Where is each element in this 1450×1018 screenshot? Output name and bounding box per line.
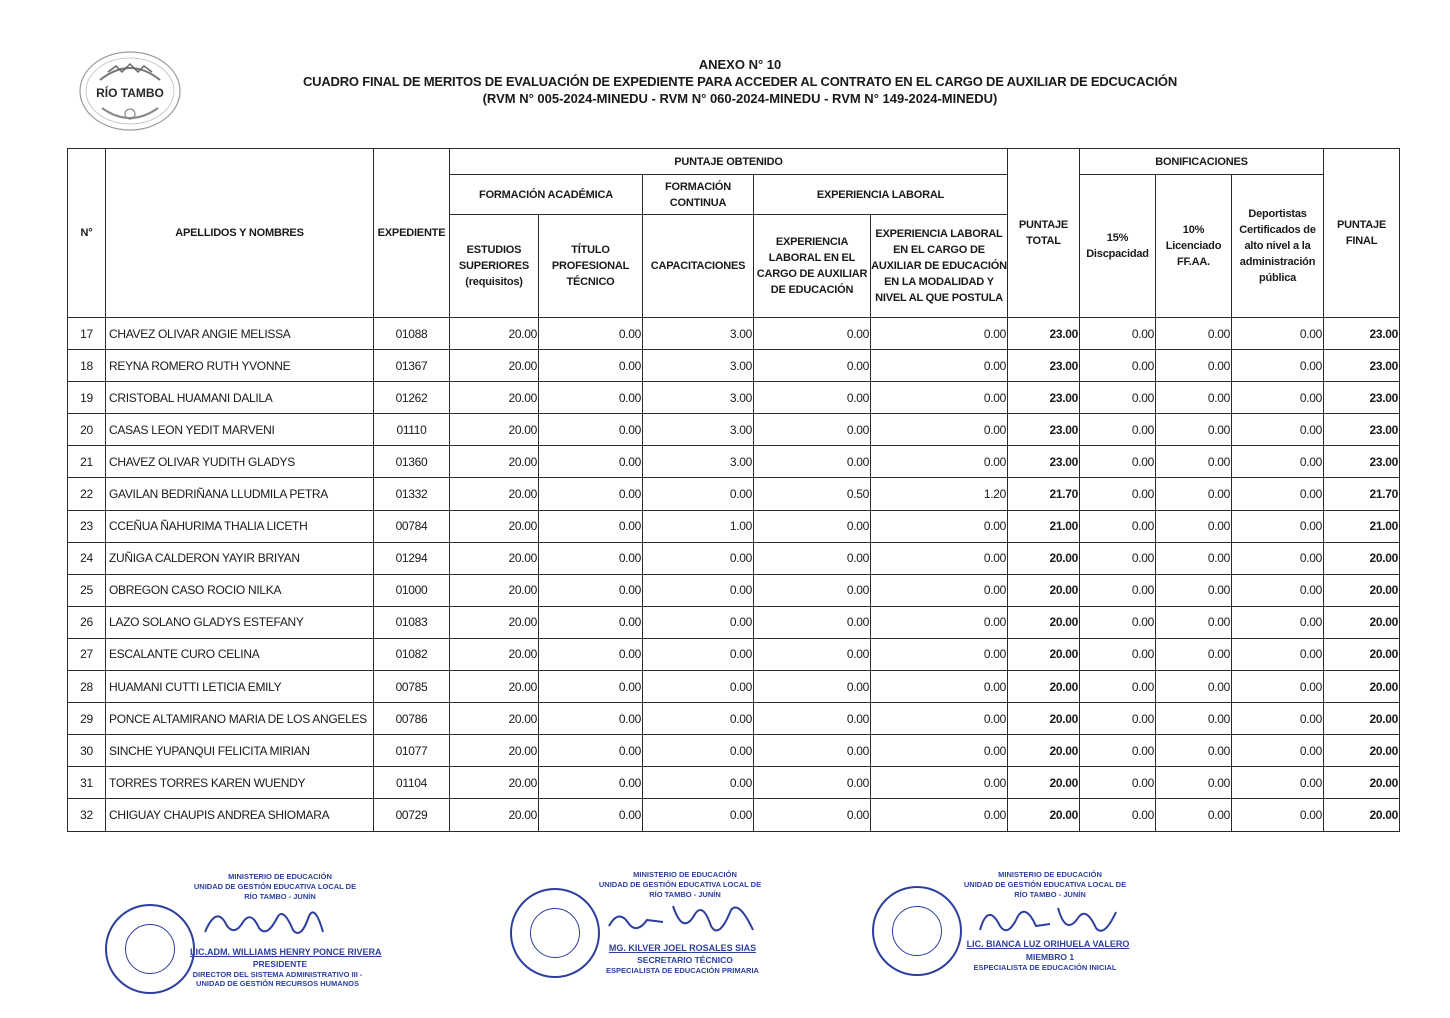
cell-exp-cargo: 0.00 xyxy=(754,735,871,767)
cell-name: SINCHE YUPANQUI FELICITA MIRIAN xyxy=(106,735,374,767)
cell-discapacidad: 0.00 xyxy=(1080,767,1156,799)
header-deportistas: Deportistas Certificados de alto nivel a la administración pública xyxy=(1232,175,1324,318)
sig1-role1: PRESIDENTE xyxy=(252,959,308,969)
cell-licenciado: 0.00 xyxy=(1156,799,1232,831)
cell-capacitaciones: 1.00 xyxy=(643,510,754,542)
round-seal-inner-3 xyxy=(892,906,942,956)
cell-exp-modalidad: 0.00 xyxy=(871,703,1008,735)
cell-licenciado: 0.00 xyxy=(1156,382,1232,414)
document-header xyxy=(240,56,1240,107)
cell-estudios: 20.00 xyxy=(450,606,539,638)
cell-capacitaciones: 0.00 xyxy=(643,606,754,638)
cell-expediente: 01262 xyxy=(374,382,450,414)
cell-discapacidad: 0.00 xyxy=(1080,510,1156,542)
sig2-org3: RÍO TAMBO - JUNÍN xyxy=(649,890,721,899)
cell-discapacidad: 0.00 xyxy=(1080,638,1156,670)
cell-licenciado: 0.00 xyxy=(1156,735,1232,767)
cell-puntaje-final: 20.00 xyxy=(1324,671,1400,703)
cell-capacitaciones: 0.00 xyxy=(643,542,754,574)
header-capacitaciones: CAPACITACIONES xyxy=(643,215,754,318)
cell-deportistas: 0.00 xyxy=(1232,382,1324,414)
table-row xyxy=(68,574,1400,606)
cell-estudios: 20.00 xyxy=(450,510,539,542)
cell-expediente: 01294 xyxy=(374,542,450,574)
cell-puntaje-total: 21.70 xyxy=(1008,478,1080,510)
cell-capacitaciones: 0.00 xyxy=(643,574,754,606)
cell-deportistas: 0.00 xyxy=(1232,574,1324,606)
cell-n: 23 xyxy=(68,510,106,542)
sig1-org1: MINISTERIO DE EDUCACIÓN xyxy=(228,872,332,881)
cell-name: GAVILAN BEDRIÑANA LLUDMILA PETRA xyxy=(106,478,374,510)
cell-exp-modalidad: 0.00 xyxy=(871,382,1008,414)
cell-name: PONCE ALTAMIRANO MARIA DE LOS ANGELES xyxy=(106,703,374,735)
signature-scribble-2 xyxy=(603,896,768,944)
cell-expediente: 01000 xyxy=(374,574,450,606)
cell-deportistas: 0.00 xyxy=(1232,510,1324,542)
cell-capacitaciones: 0.00 xyxy=(643,638,754,670)
logo-text: RÍO TAMBO xyxy=(96,86,164,100)
cell-licenciado: 0.00 xyxy=(1156,510,1232,542)
cell-puntaje-final: 23.00 xyxy=(1324,414,1400,446)
cell-estudios: 20.00 xyxy=(450,671,539,703)
table-row xyxy=(68,703,1400,735)
cell-licenciado: 0.00 xyxy=(1156,478,1232,510)
cell-capacitaciones: 0.00 xyxy=(643,478,754,510)
header-puntaje-obtenido: PUNTAJE OBTENIDO xyxy=(450,149,1008,175)
cell-puntaje-total: 20.00 xyxy=(1008,606,1080,638)
cell-expediente: 01367 xyxy=(374,350,450,382)
cell-puntaje-total: 23.00 xyxy=(1008,318,1080,350)
cell-titulo: 0.00 xyxy=(539,735,643,767)
document-title: CUADRO FINAL DE MERITOS DE EVALUACIÓN DE EXPEDIENTE PARA ACCEDER AL CONTRATO EN EL CARGO DE AUXILIAR DE EDCUCACIÓN xyxy=(302,74,1178,89)
cell-name: LAZO SOLANO GLADYS ESTEFANY xyxy=(106,606,374,638)
cell-puntaje-final: 20.00 xyxy=(1324,542,1400,574)
cell-capacitaciones: 3.00 xyxy=(643,382,754,414)
header-exp-modalidad: EXPERIENCIA LABORAL EN EL CARGO DE AUXILIAR DE EDUCACIÓN EN LA MODALIDAD Y NIVEL AL QUE POSTULA xyxy=(871,215,1008,318)
header-n: N° xyxy=(68,149,106,318)
sig1-role3: UNIDAD DE GESTIÓN RECURSOS HUMANOS xyxy=(196,979,359,988)
cell-deportistas: 0.00 xyxy=(1232,735,1324,767)
cell-puntaje-total: 20.00 xyxy=(1008,671,1080,703)
table-row xyxy=(68,510,1400,542)
cell-titulo: 0.00 xyxy=(539,478,643,510)
cell-licenciado: 0.00 xyxy=(1156,318,1232,350)
cell-n: 19 xyxy=(68,382,106,414)
cell-estudios: 20.00 xyxy=(450,350,539,382)
cell-licenciado: 0.00 xyxy=(1156,574,1232,606)
cell-puntaje-final: 21.70 xyxy=(1324,478,1400,510)
table-row xyxy=(68,414,1400,446)
cell-discapacidad: 0.00 xyxy=(1080,735,1156,767)
header-titulo: TÍTULO PROFESIONAL TÉCNICO xyxy=(539,215,643,318)
table-row xyxy=(68,799,1400,831)
cell-name: CCEÑUA ÑAHURIMA THALIA LICETH xyxy=(106,510,374,542)
cell-estudios: 20.00 xyxy=(450,318,539,350)
cell-discapacidad: 0.00 xyxy=(1080,606,1156,638)
cell-puntaje-final: 20.00 xyxy=(1324,606,1400,638)
cell-capacitaciones: 0.00 xyxy=(643,735,754,767)
cell-puntaje-total: 23.00 xyxy=(1008,350,1080,382)
cell-name: CASAS LEON YEDIT MARVENI xyxy=(106,414,374,446)
table-row xyxy=(68,478,1400,510)
cell-puntaje-total: 23.00 xyxy=(1008,382,1080,414)
signature-scribble-3 xyxy=(970,896,1130,942)
cell-discapacidad: 0.00 xyxy=(1080,542,1156,574)
sig2-org1: MINISTERIO DE EDUCACIÓN xyxy=(633,870,737,879)
cell-n: 32 xyxy=(68,799,106,831)
cell-n: 24 xyxy=(68,542,106,574)
cell-deportistas: 0.00 xyxy=(1232,446,1324,478)
cell-name: OBREGON CASO ROCIO NILKA xyxy=(106,574,374,606)
cell-titulo: 0.00 xyxy=(539,318,643,350)
cell-titulo: 0.00 xyxy=(539,799,643,831)
table-row xyxy=(68,735,1400,767)
sig2-org2: UNIDAD DE GESTIÓN EDUCATIVA LOCAL DE xyxy=(598,880,762,889)
cell-licenciado: 0.00 xyxy=(1156,703,1232,735)
cell-puntaje-total: 20.00 xyxy=(1008,767,1080,799)
table-row xyxy=(68,606,1400,638)
cell-exp-cargo: 0.00 xyxy=(754,574,871,606)
cell-puntaje-total: 20.00 xyxy=(1008,542,1080,574)
cell-discapacidad: 0.00 xyxy=(1080,799,1156,831)
cell-puntaje-total: 20.00 xyxy=(1008,703,1080,735)
cell-capacitaciones: 3.00 xyxy=(643,414,754,446)
cell-titulo: 0.00 xyxy=(539,638,643,670)
cell-estudios: 20.00 xyxy=(450,767,539,799)
header-puntaje-final: PUNTAJE FINAL xyxy=(1324,149,1400,318)
cell-puntaje-total: 23.00 xyxy=(1008,446,1080,478)
cell-exp-cargo: 0.00 xyxy=(754,542,871,574)
cell-discapacidad: 0.00 xyxy=(1080,318,1156,350)
sig2-name: MG. KILVER JOEL ROSALES SIAS xyxy=(608,943,757,953)
cell-exp-cargo: 0.00 xyxy=(754,703,871,735)
cell-expediente: 01110 xyxy=(374,414,450,446)
table-body xyxy=(68,318,1400,832)
sig3-role2: ESPECIALISTA DE EDUCACIÓN INICIAL xyxy=(973,963,1117,972)
cell-exp-cargo: 0.00 xyxy=(754,382,871,414)
cell-exp-cargo: 0.00 xyxy=(754,446,871,478)
table-row xyxy=(68,542,1400,574)
cell-expediente: 00785 xyxy=(374,671,450,703)
cell-capacitaciones: 3.00 xyxy=(643,350,754,382)
cell-exp-modalidad: 0.00 xyxy=(871,671,1008,703)
ugel-logo xyxy=(78,50,182,132)
cell-exp-modalidad: 0.00 xyxy=(871,574,1008,606)
sig1-org2: UNIDAD DE GESTIÓN EDUCATIVA LOCAL DE xyxy=(193,882,357,891)
table-row xyxy=(68,350,1400,382)
sig3-org2: UNIDAD DE GESTIÓN EDUCATIVA LOCAL DE xyxy=(963,880,1127,889)
header-expediente: EXPEDIENTE xyxy=(374,149,450,318)
table-row xyxy=(68,382,1400,414)
cell-licenciado: 0.00 xyxy=(1156,414,1232,446)
cell-name: CHAVEZ OLIVAR YUDITH GLADYS xyxy=(106,446,374,478)
sig3-role1: MIEMBRO 1 xyxy=(1025,952,1075,962)
cell-licenciado: 0.00 xyxy=(1156,542,1232,574)
cell-puntaje-final: 21.00 xyxy=(1324,510,1400,542)
cell-n: 30 xyxy=(68,735,106,767)
cell-puntaje-total: 23.00 xyxy=(1008,414,1080,446)
cell-puntaje-final: 20.00 xyxy=(1324,638,1400,670)
cell-expediente: 01088 xyxy=(374,318,450,350)
cell-exp-cargo: 0.00 xyxy=(754,414,871,446)
cell-puntaje-final: 20.00 xyxy=(1324,574,1400,606)
cell-name: REYNA ROMERO RUTH YVONNE xyxy=(106,350,374,382)
cell-licenciado: 0.00 xyxy=(1156,638,1232,670)
cell-exp-modalidad: 0.00 xyxy=(871,767,1008,799)
cell-expediente: 01104 xyxy=(374,767,450,799)
cell-exp-cargo: 0.00 xyxy=(754,350,871,382)
cell-n: 18 xyxy=(68,350,106,382)
cell-deportistas: 0.00 xyxy=(1232,671,1324,703)
cell-titulo: 0.00 xyxy=(539,510,643,542)
cell-deportistas: 0.00 xyxy=(1232,478,1324,510)
cell-name: ESCALANTE CURO CELINA xyxy=(106,638,374,670)
cell-estudios: 20.00 xyxy=(450,382,539,414)
cell-exp-cargo: 0.00 xyxy=(754,638,871,670)
cell-n: 25 xyxy=(68,574,106,606)
sig2-role1: SECRETARIO TÉCNICO xyxy=(637,955,733,965)
cell-estudios: 20.00 xyxy=(450,799,539,831)
cell-titulo: 0.00 xyxy=(539,671,643,703)
cell-titulo: 0.00 xyxy=(539,414,643,446)
cell-titulo: 0.00 xyxy=(539,350,643,382)
header-bonificaciones: BONIFICACIONES xyxy=(1080,149,1324,175)
header-exp-cargo: EXPERIENCIA LABORAL EN EL CARGO DE AUXILIAR DE EDUCACIÓN xyxy=(754,215,871,318)
sig1-name: LIC.ADM. WILLIAMS HENRY PONCE RIVERA xyxy=(190,947,382,957)
cell-estudios: 20.00 xyxy=(450,574,539,606)
cell-puntaje-final: 23.00 xyxy=(1324,350,1400,382)
cell-titulo: 0.00 xyxy=(539,767,643,799)
header-experiencia-laboral: EXPERIENCIA LABORAL xyxy=(754,175,1008,215)
table-row xyxy=(68,446,1400,478)
cell-exp-modalidad: 0.00 xyxy=(871,542,1008,574)
cell-estudios: 20.00 xyxy=(450,542,539,574)
cell-n: 29 xyxy=(68,703,106,735)
cell-titulo: 0.00 xyxy=(539,703,643,735)
cell-capacitaciones: 3.00 xyxy=(643,446,754,478)
cell-puntaje-final: 23.00 xyxy=(1324,446,1400,478)
cell-puntaje-final: 20.00 xyxy=(1324,703,1400,735)
cell-titulo: 0.00 xyxy=(539,574,643,606)
round-seal-inner-2 xyxy=(530,908,580,958)
cell-titulo: 0.00 xyxy=(539,542,643,574)
signature-block-1 xyxy=(105,868,382,998)
cell-deportistas: 0.00 xyxy=(1232,638,1324,670)
cell-exp-modalidad: 0.00 xyxy=(871,510,1008,542)
cell-deportistas: 0.00 xyxy=(1232,414,1324,446)
cell-name: CHAVEZ OLIVAR ANGIE MELISSA xyxy=(106,318,374,350)
cell-discapacidad: 0.00 xyxy=(1080,478,1156,510)
cell-puntaje-total: 21.00 xyxy=(1008,510,1080,542)
signature-block-2 xyxy=(508,864,778,994)
cell-licenciado: 0.00 xyxy=(1156,606,1232,638)
cell-exp-modalidad: 0.00 xyxy=(871,414,1008,446)
cell-deportistas: 0.00 xyxy=(1232,318,1324,350)
cell-discapacidad: 0.00 xyxy=(1080,671,1156,703)
cell-n: 31 xyxy=(68,767,106,799)
cell-name: CHIGUAY CHAUPIS ANDREA SHIOMARA xyxy=(106,799,374,831)
sig3-org1: MINISTERIO DE EDUCACIÓN xyxy=(998,870,1102,879)
cell-estudios: 20.00 xyxy=(450,446,539,478)
cell-expediente: 00786 xyxy=(374,703,450,735)
cell-puntaje-final: 20.00 xyxy=(1324,735,1400,767)
cell-discapacidad: 0.00 xyxy=(1080,703,1156,735)
cell-name: TORRES TORRES KAREN WUENDY xyxy=(106,767,374,799)
sig3-org3: RÍO TAMBO - JUNÍN xyxy=(1014,890,1086,899)
table-row xyxy=(68,318,1400,350)
cell-exp-cargo: 0.00 xyxy=(754,318,871,350)
cell-expediente: 00729 xyxy=(374,799,450,831)
table-row xyxy=(68,767,1400,799)
merit-table xyxy=(67,148,1400,832)
cell-exp-modalidad: 0.00 xyxy=(871,350,1008,382)
document-subtitle: (RVM N° 005-2024-MINEDU - RVM N° 060-2024-MINEDU - RVM N° 149-2024-MINEDU) xyxy=(482,91,998,106)
cell-exp-modalidad: 0.00 xyxy=(871,318,1008,350)
cell-exp-cargo: 0.00 xyxy=(754,799,871,831)
cell-estudios: 20.00 xyxy=(450,703,539,735)
signature-scribble-1 xyxy=(197,896,357,944)
cell-name: CRISTOBAL HUAMANI DALILA xyxy=(106,382,374,414)
cell-exp-modalidad: 1.20 xyxy=(871,478,1008,510)
cell-discapacidad: 0.00 xyxy=(1080,414,1156,446)
cell-exp-modalidad: 0.00 xyxy=(871,606,1008,638)
cell-licenciado: 0.00 xyxy=(1156,767,1232,799)
header-formacion-continua: FORMACIÓN CONTINUA xyxy=(643,175,754,215)
header-estudios: ESTUDIOS SUPERIORES (requisitos) xyxy=(450,215,539,318)
cell-capacitaciones: 0.00 xyxy=(643,703,754,735)
sig1-role2: DIRECTOR DEL SISTEMA ADMINISTRATIVO III - xyxy=(192,970,363,979)
cell-licenciado: 0.00 xyxy=(1156,671,1232,703)
cell-n: 26 xyxy=(68,606,106,638)
cell-deportistas: 0.00 xyxy=(1232,542,1324,574)
cell-expediente: 01077 xyxy=(374,735,450,767)
header-licenciado: 10% Licenciado FF.AA. xyxy=(1156,175,1232,318)
cell-discapacidad: 0.00 xyxy=(1080,574,1156,606)
cell-capacitaciones: 3.00 xyxy=(643,318,754,350)
cell-licenciado: 0.00 xyxy=(1156,350,1232,382)
cell-expediente: 01082 xyxy=(374,638,450,670)
cell-name: HUAMANI CUTTI LETICIA EMILY xyxy=(106,671,374,703)
cell-n: 27 xyxy=(68,638,106,670)
cell-deportistas: 0.00 xyxy=(1232,606,1324,638)
cell-deportistas: 0.00 xyxy=(1232,767,1324,799)
cell-expediente: 01360 xyxy=(374,446,450,478)
header-discapacidad: 15% Discpacidad xyxy=(1080,175,1156,318)
table-row xyxy=(68,638,1400,670)
cell-name: ZUÑIGA CALDERON YAYIR BRIYAN xyxy=(106,542,374,574)
table-row xyxy=(68,671,1400,703)
sig3-name: LIC. BIANCA LUZ ORIHUELA VALERO xyxy=(966,939,1130,949)
cell-estudios: 20.00 xyxy=(450,638,539,670)
annex-title: ANEXO N° 10 xyxy=(698,57,782,72)
cell-puntaje-final: 20.00 xyxy=(1324,767,1400,799)
cell-expediente: 01332 xyxy=(374,478,450,510)
cell-exp-modalidad: 0.00 xyxy=(871,799,1008,831)
cell-exp-cargo: 0.00 xyxy=(754,767,871,799)
cell-estudios: 20.00 xyxy=(450,735,539,767)
cell-puntaje-total: 20.00 xyxy=(1008,735,1080,767)
cell-titulo: 0.00 xyxy=(539,606,643,638)
cell-exp-modalidad: 0.00 xyxy=(871,735,1008,767)
cell-discapacidad: 0.00 xyxy=(1080,382,1156,414)
sig2-role2: ESPECIALISTA DE EDUCACIÓN PRIMARIA xyxy=(606,966,759,975)
cell-puntaje-total: 20.00 xyxy=(1008,799,1080,831)
cell-expediente: 01083 xyxy=(374,606,450,638)
cell-deportistas: 0.00 xyxy=(1232,703,1324,735)
cell-deportistas: 0.00 xyxy=(1232,350,1324,382)
cell-estudios: 20.00 xyxy=(450,478,539,510)
cell-exp-cargo: 0.00 xyxy=(754,671,871,703)
cell-exp-cargo: 0.00 xyxy=(754,606,871,638)
cell-exp-modalidad: 0.00 xyxy=(871,446,1008,478)
cell-n: 28 xyxy=(68,671,106,703)
cell-exp-cargo: 0.00 xyxy=(754,510,871,542)
signature-block-3 xyxy=(870,868,1140,988)
cell-discapacidad: 0.00 xyxy=(1080,446,1156,478)
cell-puntaje-final: 20.00 xyxy=(1324,799,1400,831)
cell-capacitaciones: 0.00 xyxy=(643,671,754,703)
cell-deportistas: 0.00 xyxy=(1232,799,1324,831)
sig1-org3: RÍO TAMBO - JUNÍN xyxy=(244,892,316,901)
cell-n: 20 xyxy=(68,414,106,446)
cell-n: 22 xyxy=(68,478,106,510)
cell-n: 17 xyxy=(68,318,106,350)
cell-puntaje-total: 20.00 xyxy=(1008,574,1080,606)
cell-exp-modalidad: 0.00 xyxy=(871,638,1008,670)
cell-discapacidad: 0.00 xyxy=(1080,350,1156,382)
cell-licenciado: 0.00 xyxy=(1156,446,1232,478)
cell-puntaje-final: 23.00 xyxy=(1324,382,1400,414)
cell-titulo: 0.00 xyxy=(539,382,643,414)
cell-capacitaciones: 0.00 xyxy=(643,799,754,831)
cell-estudios: 20.00 xyxy=(450,414,539,446)
cell-puntaje-total: 20.00 xyxy=(1008,638,1080,670)
header-name: APELLIDOS Y NOMBRES xyxy=(106,149,374,318)
cell-expediente: 00784 xyxy=(374,510,450,542)
cell-titulo: 0.00 xyxy=(539,446,643,478)
cell-exp-cargo: 0.50 xyxy=(754,478,871,510)
cell-puntaje-final: 23.00 xyxy=(1324,318,1400,350)
header-puntaje-total: PUNTAJE TOTAL xyxy=(1008,149,1080,318)
cell-n: 21 xyxy=(68,446,106,478)
round-seal-inner-1 xyxy=(125,924,175,974)
cell-capacitaciones: 0.00 xyxy=(643,767,754,799)
header-formacion-academica: FORMACIÓN ACADÉMICA xyxy=(450,175,643,215)
